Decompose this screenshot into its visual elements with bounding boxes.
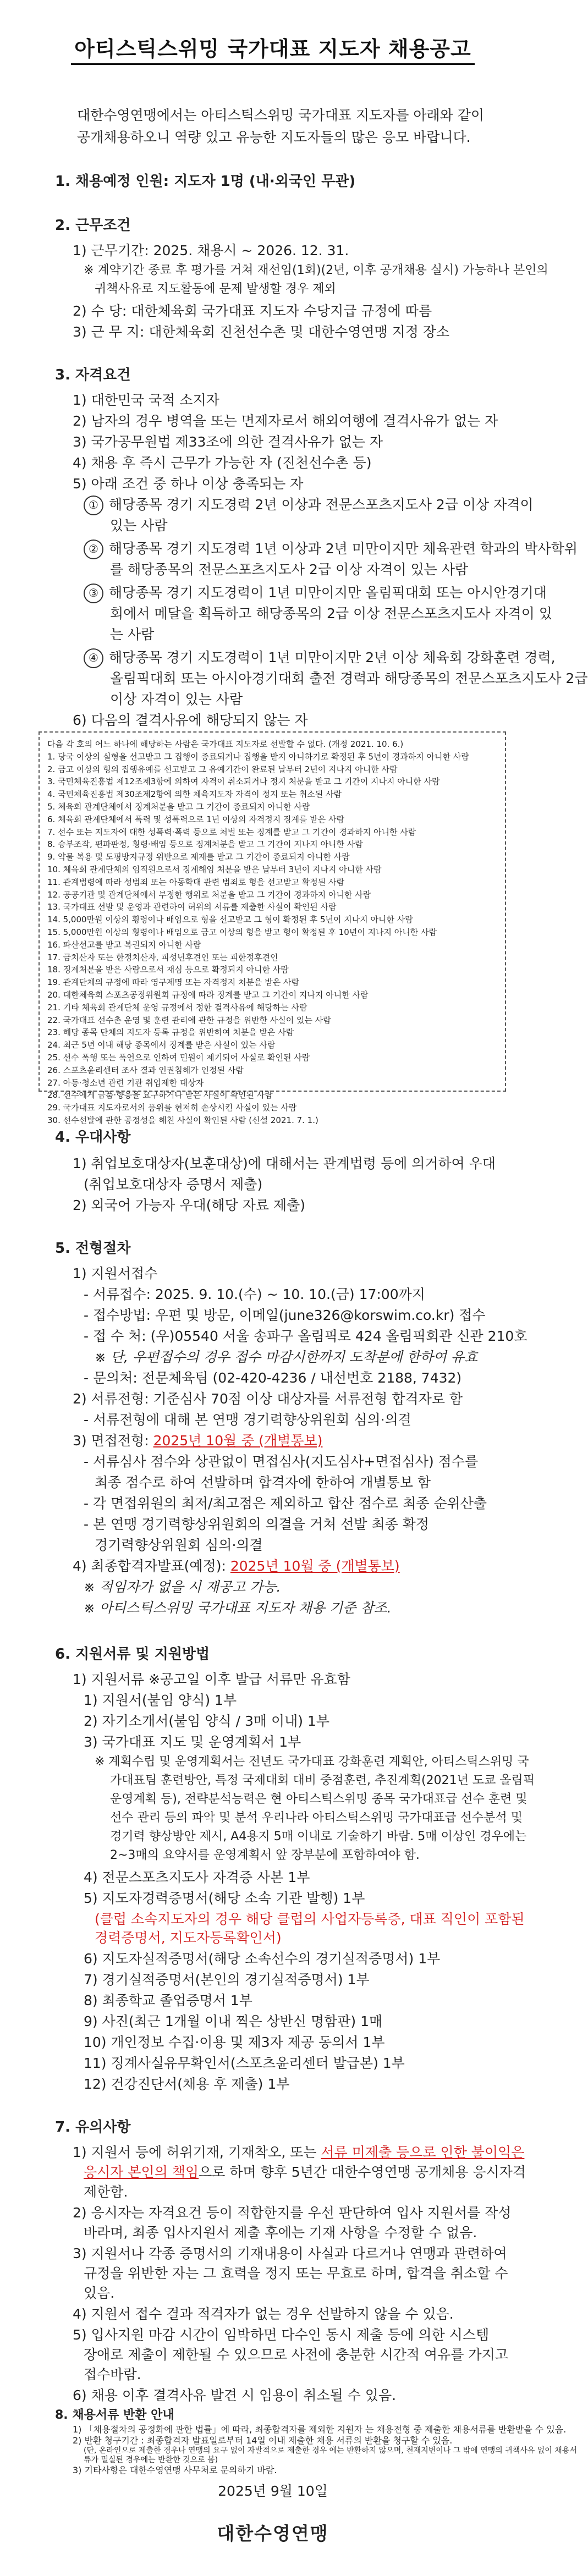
doc-5: 5) 지도자경력증명서(해당 소속 기관 발행) 1부 [84,1890,365,1906]
box-line: 26. 스포츠윤리센터 조사 결과 인권침해가 인정된 사람 [47,1065,244,1075]
section-3-heading: 3. 자격요건 [55,367,131,383]
repost-note: ※ 적임자가 없을 시 재공고 가능. [84,1579,281,1595]
box-line: 25. 선수 폭행 또는 폭언으로 인하여 민원이 제기되어 사실로 확인된 사람 [47,1052,310,1063]
return-2-note [84,2446,577,2456]
criteria-note: ※ 아티스틱스위밍 국가대표 지도자 채용 기준 참조. [84,1600,392,1616]
doc-3-note-4: 선수 관리 등의 파악 및 분석 우리나라 아티스틱스위밍 국가대표급 선수분석 및 [110,1811,523,1825]
final-announcement-date: 2025년 10월 중 (개별통보) [230,1558,400,1574]
doc-2: 2) 자기소개서(붙임 양식 / 3매 이내) 1부 [84,1713,330,1729]
doc-9: 9) 사진(최근 1개월 이내 찍은 상반신 명함판) 1매 [84,2013,383,2029]
caution-2-cont: 바라며, 최종 입사지원서 제출 후에는 기재 사항을 수정할 수 없음. [84,2225,477,2241]
caution-5: 5) 입사지원 마감 시간이 임박하면 다수인 동시 제출 등에 의한 시스템 [73,2327,490,2343]
condition-1-text: 해당종목 경기 지도경력 2년 이상과 전문스포츠지도사 2급 이상 자격이 [109,497,534,513]
section-6-heading: 6. 지원서류 및 지원방법 [55,1646,210,1663]
req-4: 4) 채용 후 즉시 근무가 가능한 자 (진천선수촌 등) [73,455,372,471]
doc-3-note-5: 경기력 향상방안 제시, A4용지 5매 이내로 기술하기 바람. 5매 이상인 경우에는 [110,1830,527,1843]
return-2-note-end: 류가 멸실된 경우에는 반환한 것으로 봄) [84,2456,218,2464]
doc-3-note-1: ※ 계획수립 및 운영계획서는 전년도 국가대표 강화훈련 계획안, 아티스틱스위밍 국 [95,1755,529,1769]
doc-3-note-6: 2~3매의 요약서를 운영계획서 앞 장부분에 포함하여야 함. [110,1848,420,1862]
condition-2-text: 해당종목 경기 지도경력 1년 이상과 2년 미만이지만 체육관련 학과의 박사학위 [109,541,578,557]
interview-detail-3: - 각 면접위원의 최저/최고점은 제외하고 합산 점수로 최종 순위산출 [84,1495,487,1511]
caution-3: 3) 지원서나 각종 증명서의 기재내용이 사실과 다르거나 연맹과 관련하여 [73,2245,507,2261]
box-line: 7. 선수 또는 지도자에 대한 성폭력·폭력 등으로 처벌 또는 징계를 받고 그 기간이 경과하지 아니한 사람 [47,827,416,837]
req-1: 1) 대한민국 국적 소지자 [73,392,219,408]
caution-3-cont-2: 있음. [84,2285,115,2301]
caution-5-cont-2: 접수바람. [84,2366,141,2382]
section-4-heading: 4. 우대사항 [55,1129,131,1146]
box-line: 14. 5,000만원 이상의 횡령이나 배임으로 형을 선고받고 그 형이 확정된 후 5년이 지나지 아니한 사람 [47,915,413,925]
condition-1-cont: 있는 사람 [110,518,168,533]
box-line: 29. 국가대표 지도자로서의 품위를 현저히 손상시킨 사실이 있는 사람 [47,1103,297,1113]
pref-1: 1) 취업보호대상자(보훈대상)에 대해서는 관계법령 등에 의거하여 우대 [73,1155,496,1171]
doc-4: 4) 전문스포츠지도사 자격증 사본 1부 [84,1869,310,1885]
receipt-method: - 접수방법: 우편 및 방문, 이메일(june326@korswim.co.kr) 접수 [84,1307,486,1323]
interview-detail-1: - 서류심사 점수와 상관없이 면접심사(지도심사+면접심사) 점수를 [84,1454,479,1469]
box-line: 20. 대한체육회 스포츠공정위원회 규정에 따라 징계를 받고 그 기간이 지나지 아니한 사람 [47,989,369,1000]
box-line: 3. 국민체육진흥법 제12조제3항에 의하여 자격이 취소되거나 정지 처분을 받고 그 기간이 지나지 아니한 사람 [47,777,440,787]
circle-number-3: ③ [84,584,103,603]
box-line: 9. 약물 복용 및 도핑방지규정 위반으로 제재를 받고 그 기간이 종료되지 아니한 사람 [47,852,350,862]
condition-3-text: 해당종목 경기 지도경력이 1년 미만이지만 올림픽대회 또는 아시안경기대 [109,585,547,601]
box-line: 22. 국가대표 선수촌 운영 및 훈련 관리에 관한 규정을 위반한 사실이 있는 사람 [47,1015,331,1025]
section-2-heading: 2. 근무조건 [55,217,131,234]
doc-1: 1) 지원서(붙임 양식) 1부 [84,1692,237,1708]
return-2-note-1: (단, 온라인으로 제출한 경우나 연맹의 요구 없이 자발적으로 제출한 경우 [84,2446,327,2455]
condition-1 [84,495,534,515]
documents-title: 1) 지원서류 ※공고일 이후 발급 서류만 유효함 [73,1671,350,1687]
circle-number-4: ④ [84,648,103,668]
return-1-cont: 는 채용전형 중 제출한 채용서류를 반환받을 수 있음. [365,2424,567,2435]
caution-1-end: 제한함. [84,2184,128,2200]
box-line: 24. 최근 5년 이내 해당 종목에서 징계를 받은 사실이 있는 사람 [47,1040,276,1050]
interview-date: 2025년 10월 중 (개별통보) [153,1433,323,1449]
return-2-text: 2) 반환 청구기간 : 최종합격자 발표일로부터 14일 이내 제출한 채용 서류의 [73,2435,362,2446]
condition-3-cont-2: 는 사람 [110,626,155,642]
caution-1-text: 1) 지원서 등에 허위기재, 기재착오, 또는 [73,2144,321,2160]
box-line: 30. 선수선발에 관한 공정성을 해친 사실이 확인된 사람 (신설 2021. 7. 1.) [47,1115,318,1125]
doc-8: 8) 최종학교 졸업증명서 1부 [84,1992,252,2008]
caution-4: 4) 지원서 접수 결과 적격자가 없는 경우 선발하지 않을 수 있음. [73,2306,454,2322]
condition-2-cont: 를 해당종목의 전문스포츠지도사 2급 이상 자격이 있는 사람 [110,562,469,577]
box-line: 23. 해당 종목 단체의 지도자 등록 규정을 위반하여 처분을 받은 사람 [47,1027,294,1038]
doc-6: 6) 지도자실적증명서(해당 소속선수의 경기실적증명서) 1부 [84,1951,441,1967]
caution-2: 2) 응시자는 자격요건 등이 적합한지를 우선 판단하여 입사 지원서를 작성 [73,2205,512,2221]
interview-label: 3) 면접전형: [73,1433,153,1449]
condition-4-cont-1: 올림픽대회 또는 아시아경기대회 출전 경력과 해당종목의 전문스포츠지도사 2급 [110,670,588,686]
doc-10: 10) 개인정보 수집·이용 및 제3자 제공 동의서 1부 [84,2034,385,2050]
circle-number-2: ② [84,540,103,559]
caution-1 [73,2143,524,2162]
caution-6: 6) 채용 이후 결격사유 발견 시 임용이 취소될 수 있음. [73,2387,397,2403]
box-line: 19. 관계단체의 규정에 따라 영구제명 또는 자격정지 처분을 받은 사람 [47,977,300,988]
work-period-note-1: ※ 계약기간 종료 후 평가를 거쳐 재선임(1회)(2년, 이후 공개채용 실시) 가능하나 본인의 [84,263,548,277]
caution-1-cont [84,2162,526,2182]
doc-3-note-3: 운영계획 등), 전략분석능력은 현 아티스틱스위밍 종목 국가대표급 선수 훈련 및 [110,1792,527,1806]
apply-receipt: 1) 지원서접수 [73,1265,158,1281]
interview-detail-2: 최종 점수로 하여 선발하며 합격자에 한하여 개별통보 함 [95,1474,431,1490]
box-line: 8. 승부조작, 편파판정, 횡령·배임 등으로 징계처분을 받고 그 기간이 지나지 아니한 사람 [47,839,363,850]
announcement-date: 2025년 9월 10일 [218,2483,328,2499]
doc-3: 3) 국가대표 지도 및 운영계획서 1부 [84,1734,301,1750]
caution-3-cont-1: 규정을 위반한 자는 그 효력을 정지 또는 무효로 하며, 합격을 취소할 수 [84,2265,508,2281]
circle-number-1: ① [84,496,103,515]
return-2-note-2: 에는 반환하지 않으며, 천재지변이나 그 밖에 연맹의 귀책사유 없이 채용서 [329,2446,577,2455]
title-text: 아티스틱스위밍 국가대표 지도자 채용공고 [71,37,474,65]
doc-12: 12) 건강진단서(채용 후 제출) 1부 [84,2076,290,2092]
page-title [0,34,546,64]
work-location: 3) 근 무 지: 대한체육회 진천선수촌 및 대한수영연맹 지정 장소 [73,324,450,340]
box-line: 15. 5,000만원 이상의 횡령이나 배임으로 금고 이상의 형을 받고 형이 확정된 후 10년이 지나지 아니한 사람 [47,927,437,937]
organization-name: 대한수영연맹 [217,2523,329,2544]
condition-4-cont-2: 이상 자격이 있는 사람 [110,691,243,707]
allowance: 2) 수 당: 대한체육회 국가대표 지도자 수당지급 규정에 따름 [73,303,432,319]
section-8-heading: 8. 채용서류 반환 안내 [55,2408,174,2422]
box-line: 21. 기타 체육회 관계단체 운영 규정에서 정한 결격사유에 해당하는 사람 [47,1002,307,1012]
receipt-mail-note: ※ 단, 우편접수의 경우 접수 마감시한까지 도착분에 한하여 유효 [95,1349,478,1365]
box-line: 17. 금치산자 또는 한정치산자, 피성년후견인 또는 피한정후견인 [47,952,278,962]
disqualification-box [39,731,506,1125]
box-line: 13. 국가대표 선발 및 운영과 관련하여 허위의 서류를 제출한 사실이 확인된 사람 [47,902,337,912]
box-line: 다음 각 호의 어느 하나에 해당하는 사람은 국가대표 지도자로 선발할 수 없다. (개정 2021. 10. 6.) [47,739,404,749]
final-announcement-label: 4) 최종합격자발표(예정): [73,1558,230,1574]
req-3: 3) 국가공무원법 제33조에 의한 결격사유가 없는 자 [73,434,383,450]
caution-1-highlight-2: 응시자 본인의 책임 [84,2164,199,2180]
box-line: 28. 선수에게 금품·향응을 요구하거나 받은 사실이 확인된 사람 [47,1090,273,1100]
req-6: 6) 다음의 결격사유에 해당되지 않는 자 [73,712,308,728]
return-2 [73,2435,452,2446]
box-line: 2. 금고 이상의 형의 집행유예를 선고받고 그 유예기간이 완료된 날부터 2년이 지나지 아니한 사람 [47,764,398,774]
caution-5-cont-1: 장애로 제출이 제한될 수 있으므로 사전에 충분한 시간적 여유를 가지고 [84,2347,508,2363]
box-line: 4. 국민체육진흥법 제30조제2항에 의한 체육지도자 자격이 정지 또는 취소된 사람 [47,789,342,800]
final-announcement [73,1556,400,1576]
box-line: 12. 공공기관 및 관계단체에서 부정한 행위로 처분을 받고 그 기간이 경과하지 아니한 사람 [47,889,371,900]
box-line: 27. 아동·청소년 관련 기관 취업제한 대상자 [47,1077,204,1088]
box-line: 6. 체육회 관계단체에서 폭력 및 성폭력으로 1년 이상의 자격정지 징계를 받은 사람 [47,814,344,824]
section-1-heading: 1. 채용예정 인원: 지도자 1명 (내·외국인 무관) [55,173,356,190]
req-5: 5) 아래 조건 중 하나 이상 충족되는 자 [73,476,304,492]
condition-4 [84,648,556,668]
intro-paragraph: 대한수영연맹에서는 아티스틱스위밍 국가대표 지도자를 아래와 같이 공개채용하오니 역량 있고 유능한 지도자들의 많은 응모 바랍니다. [77,107,485,145]
document-screening-note: - 서류전형에 대해 본 연맹 경기력향상위원회 심의·의결 [84,1412,411,1428]
return-3: 3) 기타사항은 대한수영연맹 사무처로 문의하기 바람. [73,2465,277,2475]
condition-2 [84,539,578,559]
interview-detail-5: 경기력향상위원회 심의·의결 [95,1537,263,1553]
work-period: 1) 근무기간: 2025. 채용시 ~ 2026. 12. 31. [73,243,349,258]
return-2-cont: 반환을 청구할 수 있음. [364,2435,453,2446]
box-line: 10. 체육회 관계단체의 임직원으로서 징계해임 처분을 받은 날부터 3년이 지나지 아니한 사람 [47,864,382,874]
pref-2: 2) 외국어 가능자 우대(해당 자료 제출) [73,1197,306,1213]
section-7-heading: 7. 유의사항 [55,2119,131,2135]
box-line: 16. 파산선고를 받고 복권되지 아니한 사람 [47,939,201,950]
receipt-period: - 서류접수: 2025. 9. 10.(수) ~ 10. 10.(금) 17:00까지 [84,1286,425,1302]
doc-7: 7) 경기실적증명서(본인의 경기실적증명서) 1부 [84,1972,370,1988]
doc-11: 11) 징계사실유무확인서(스포츠윤리센터 발급본) 1부 [84,2055,405,2071]
return-1 [73,2424,566,2435]
doc-3-note-2: 가대표팀 훈련방안, 특정 국제대회 대비 중점훈련, 추진계획(2021년 도쿄 올림픽 [110,1774,535,1787]
section-5-heading: 5. 전형절차 [55,1240,131,1257]
caution-1-cont-text: 으로 하며 향후 5년간 대한수영연맹 공개채용 응시자격 [199,2164,526,2180]
doc-5-note-2: 경력증명서, 지도자등록확인서) [95,1930,282,1946]
box-line: 1. 당국 이상의 실형을 선고받고 그 집행이 종료되거나 집행을 받지 아니하기로 확정된 후 5년이 경과하지 아니한 사람 [47,751,469,762]
work-period-note-2: 귀책사유로 지도활동에 문제 발생할 경우 제외 [95,282,336,296]
interview-screening [73,1431,322,1451]
contact-info: - 문의처: 전문체육팀 (02-420-4236 / 내선번호 2188, 7432) [84,1370,462,1386]
condition-4-text: 해당종목 경기 지도경력이 1년 미만이지만 2년 이상 체육회 강화훈련 경력, [109,649,556,665]
pref-1-note: (취업보호대상자 증명서 제출) [84,1176,263,1192]
condition-3-cont-1: 회에서 메달을 획득하고 해당종목의 2급 이상 전문스포츠지도사 자격이 있 [110,606,552,621]
return-1-text: 1) 「채용절차의 공정화에 관한 법률」에 따라, 최종합격자를 제외한 지원자 [73,2424,362,2435]
box-line: 11. 관계법령에 따라 성범죄 또는 아동학대 관련 범죄로 형을 선고받고 확정된 사람 [47,877,344,887]
req-2: 2) 남자의 경우 병역을 또는 면제자로서 해외여행에 결격사유가 없는 자 [73,413,498,429]
interview-detail-4: - 본 연맹 경기력향상위원회의 의결을 거쳐 선발 최종 확정 [84,1516,430,1532]
doc-5-note-1: (클럽 소속지도자의 경우 해당 클럽의 사업자등록증, 대표 직인이 포함된 [95,1911,525,1927]
condition-3 [84,583,547,603]
caution-1-highlight: 서류 미제출 등으로 인한 불이익은 [321,2144,525,2160]
receipt-address: - 접 수 처: (우)05540 서울 송파구 올림픽로 424 올림픽회관 신관 210호 [84,1328,527,1344]
document-screening: 2) 서류전형: 기준심사 70점 이상 대상자를 서류전형 합격자로 함 [73,1391,463,1407]
box-line: 18. 징계처분을 받은 사람으로서 재심 등으로 확정되지 아니한 사람 [47,965,289,975]
box-line: 5. 체육회 관계단체에서 징계처분을 받고 그 기간이 종료되지 아니한 사람 [47,801,310,812]
